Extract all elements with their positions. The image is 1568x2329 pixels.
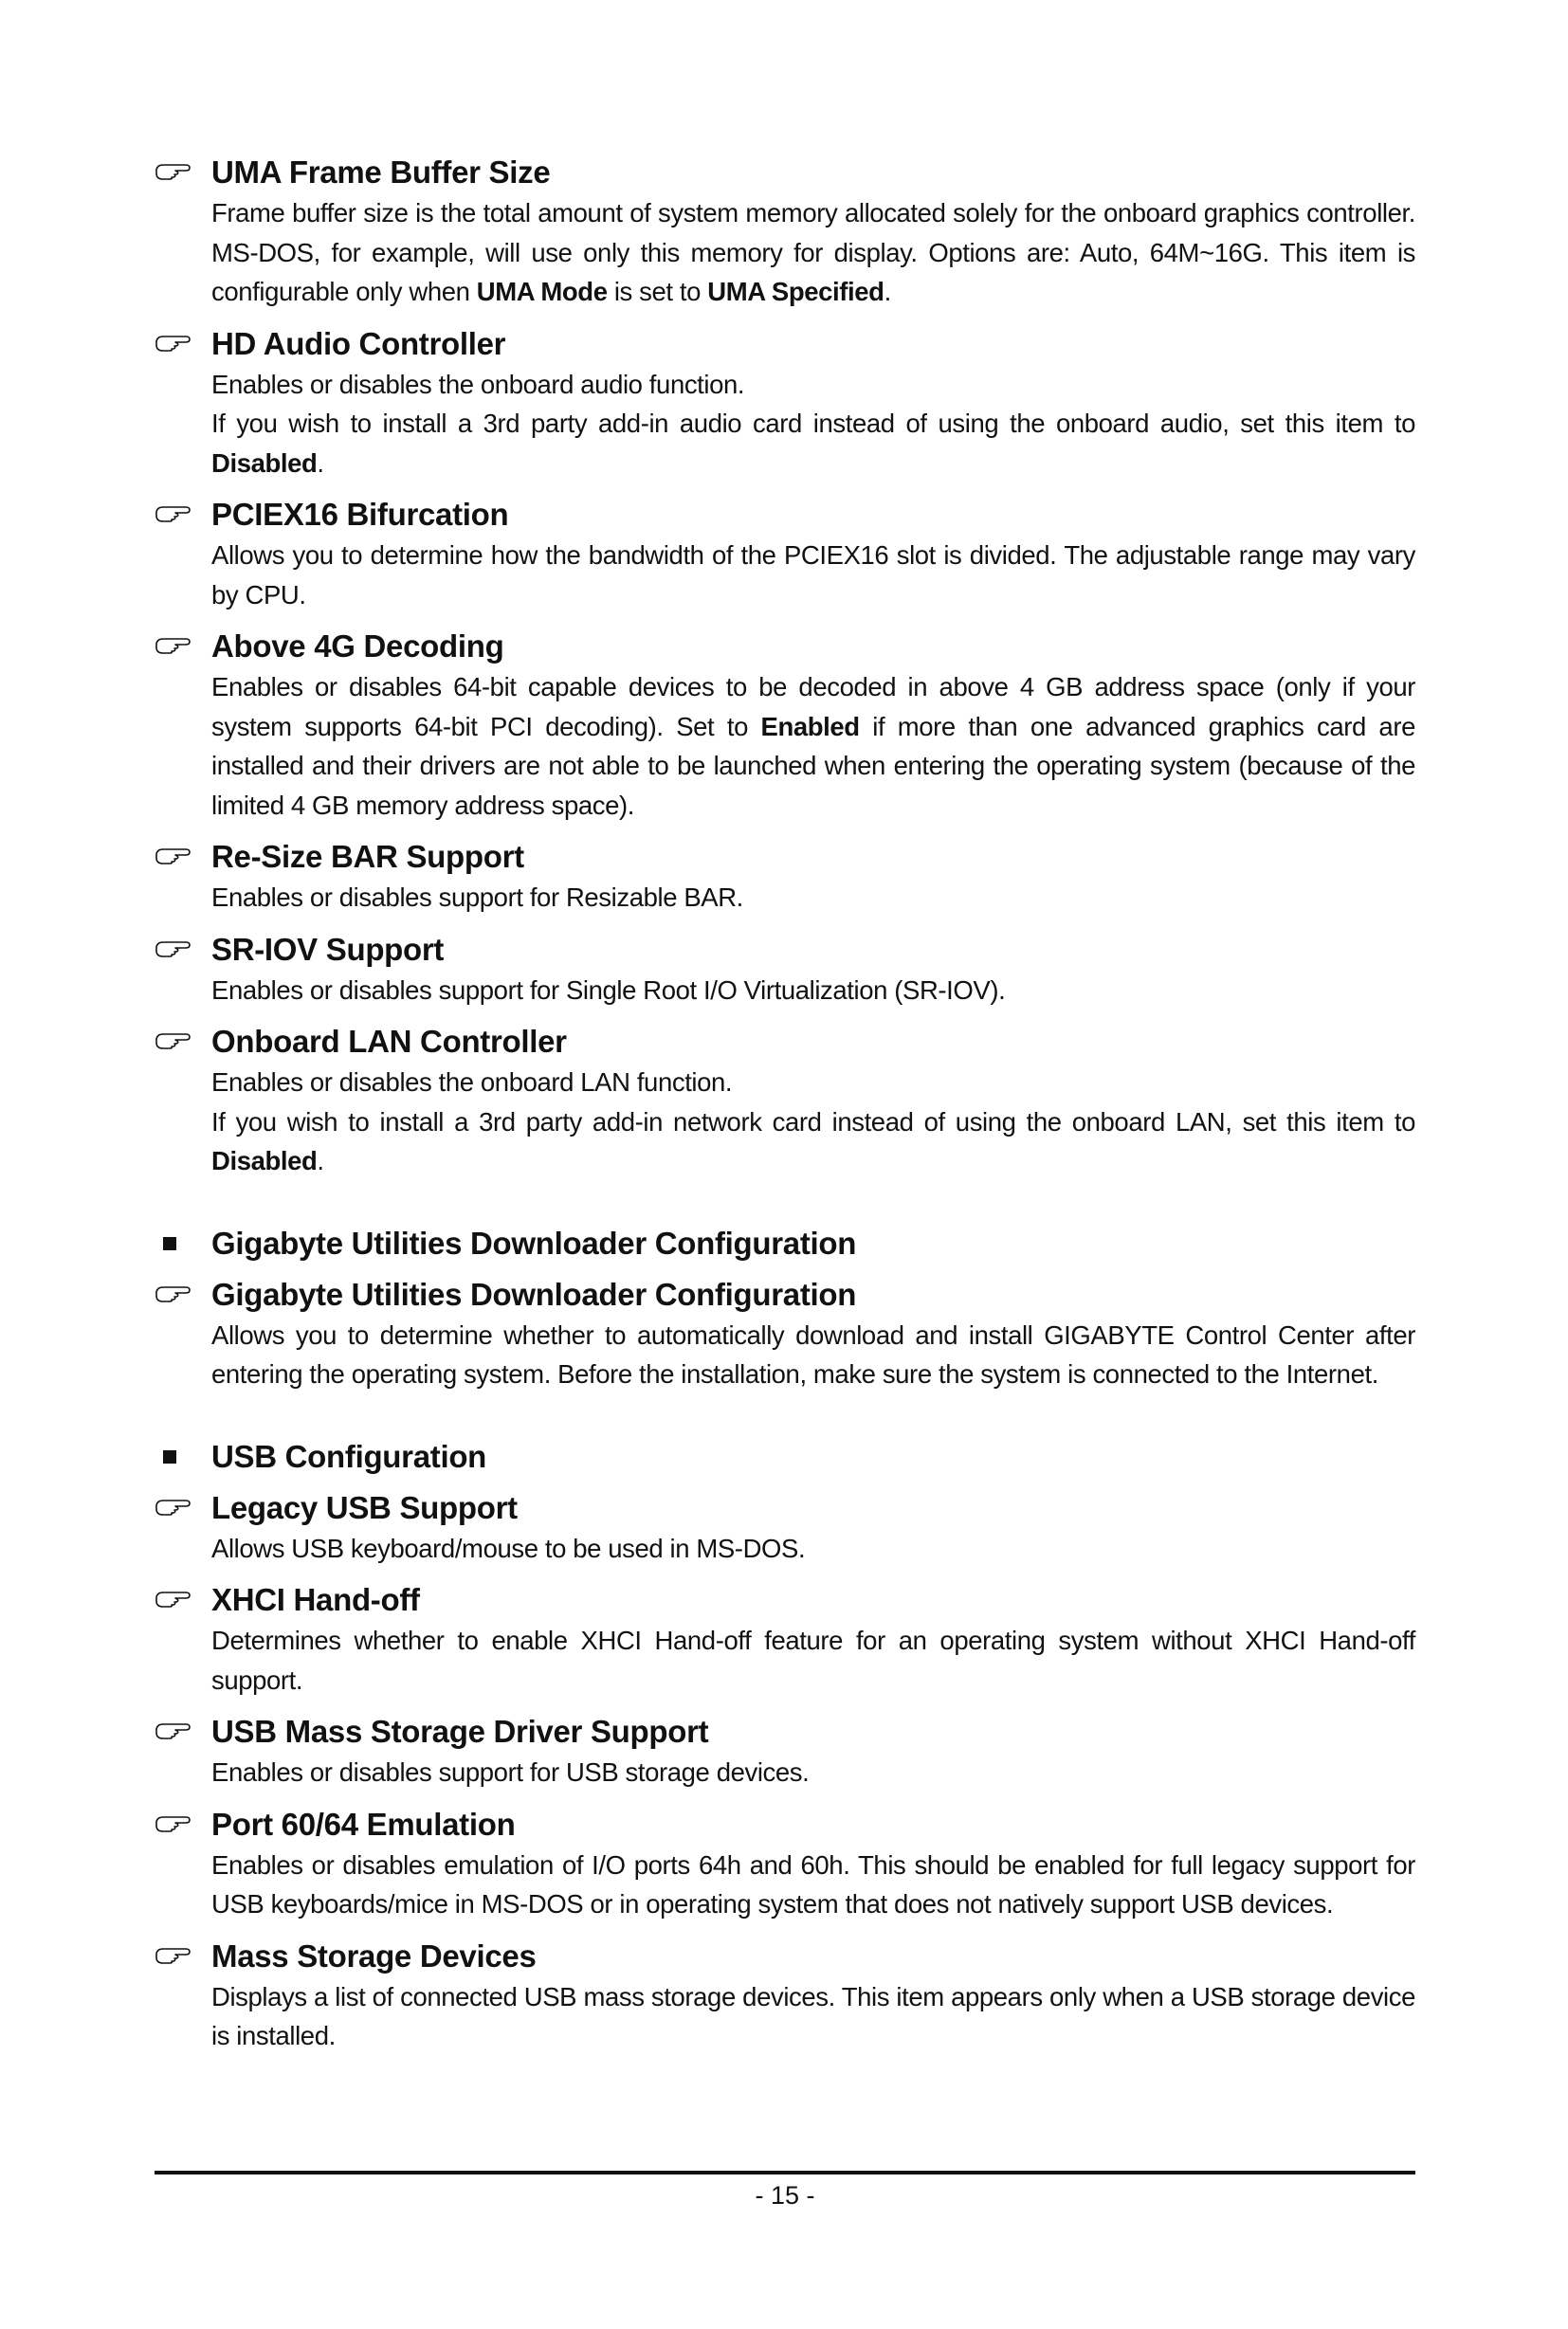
- text-run: Allows you to determine how the bandwidth of the PCIEX16 slot is divided. The adjustable range may vary by CPU.: [211, 540, 1415, 610]
- text-run: Allows USB keyboard/mouse to be used in MS-DOS.: [211, 1533, 806, 1563]
- setting-title: USB Mass Storage Driver Support: [211, 1714, 709, 1749]
- setting-description: [211, 1063, 1415, 1181]
- square-bullet-icon: [163, 1237, 176, 1250]
- setting-item: [155, 1021, 1415, 1181]
- setting-item: [155, 1804, 1415, 1924]
- setting-item: [155, 494, 1415, 614]
- description-paragraph: [211, 971, 1415, 1010]
- setting-item: [155, 1936, 1415, 2056]
- setting-title: Onboard LAN Controller: [211, 1024, 567, 1059]
- setting-item: [155, 1274, 1415, 1394]
- text-run: .: [317, 447, 324, 478]
- setting-title: HD Audio Controller: [211, 325, 506, 361]
- setting-description: [211, 667, 1415, 825]
- page-content: [155, 152, 1415, 2067]
- setting-description: [211, 365, 1415, 483]
- setting-title: Gigabyte Utilities Downloader Configuration: [211, 1276, 857, 1312]
- description-paragraph: [211, 193, 1415, 312]
- setting-item: [155, 323, 1415, 483]
- text-run: Enables or disables the onboard audio function.: [211, 369, 745, 399]
- setting-title: UMA Frame Buffer Size: [211, 155, 551, 190]
- setting-description: [211, 1529, 1415, 1569]
- item-list: [155, 1487, 1415, 2056]
- setting-description: [211, 193, 1415, 312]
- footer-rule: [155, 2171, 1415, 2174]
- setting-description: [211, 878, 1415, 918]
- description-paragraph: [211, 1529, 1415, 1569]
- section-usb-configuration: [155, 1436, 1415, 1478]
- description-paragraph: [211, 1063, 1415, 1102]
- text-run: is set to: [607, 277, 708, 306]
- emphasized-option: Disabled: [211, 1146, 318, 1175]
- pointing-hand-icon: [155, 1028, 192, 1051]
- description-paragraph: [211, 1753, 1415, 1792]
- pointing-hand-icon: [155, 937, 192, 959]
- description-paragraph: [211, 878, 1415, 918]
- pointing-hand-icon: [155, 1587, 192, 1610]
- pointing-hand-icon: [155, 844, 192, 866]
- section-title: Gigabyte Utilities Downloader Configuration: [211, 1225, 857, 1261]
- description-paragraph: [211, 667, 1415, 825]
- setting-description: [211, 971, 1415, 1010]
- description-paragraph: [211, 365, 1415, 405]
- text-run: If you wish to install a 3rd party add-in network card instead of using the onboard LAN, set this item to: [211, 1106, 1415, 1137]
- pointing-hand-icon: [155, 159, 192, 182]
- description-paragraph: [211, 1621, 1415, 1700]
- text-run: Enables or disables emulation of I/O ports 64h and 60h. This should be enabled for full legacy support for USB keyboards/mice in MS-DOS or in operating system that does not natively support USB devices.: [211, 1849, 1415, 1919]
- setting-item: [155, 929, 1415, 1010]
- pointing-hand-icon: [155, 331, 192, 354]
- setting-description: [211, 1846, 1415, 1924]
- description-paragraph: [211, 1846, 1415, 1924]
- setting-title: PCIEX16 Bifurcation: [211, 497, 509, 532]
- section-gigabyte-utilities: [155, 1223, 1415, 1265]
- setting-title: XHCI Hand-off: [211, 1582, 420, 1617]
- setting-item: [155, 1711, 1415, 1792]
- text-run: Enables or disables support for Resizable BAR.: [211, 882, 743, 912]
- text-run: Enables or disables the onboard LAN function.: [211, 1067, 733, 1097]
- item-list: [155, 152, 1415, 1181]
- setting-item: [155, 836, 1415, 918]
- emphasized-option: UMA Specified: [707, 277, 884, 306]
- setting-description: [211, 1621, 1415, 1700]
- item-list: [155, 1274, 1415, 1394]
- setting-description: [211, 1753, 1415, 1792]
- emphasized-option: Disabled: [211, 447, 318, 478]
- description-paragraph: [211, 404, 1415, 482]
- text-run: Displays a list of connected USB mass storage devices. This item appears only when a USB storage device is installed.: [211, 1981, 1415, 2050]
- setting-title: Re-Size BAR Support: [211, 839, 524, 874]
- emphasized-option: UMA Mode: [476, 277, 608, 306]
- pointing-hand-icon: [155, 1719, 192, 1741]
- text-run: If you wish to install a 3rd party add-in audio card instead of using the onboard audio, set this item to: [211, 409, 1415, 438]
- setting-description: [211, 1316, 1415, 1394]
- setting-description: [211, 536, 1415, 614]
- pointing-hand-icon: [155, 1811, 192, 1834]
- pointing-hand-icon: [155, 1943, 192, 1966]
- setting-description: [211, 1977, 1415, 2056]
- square-bullet-icon: [163, 1450, 176, 1464]
- pointing-hand-icon: [155, 501, 192, 524]
- text-run: Determines whether to enable XHCI Hand-off feature for an operating system without XHCI Hand-off support.: [211, 1626, 1415, 1695]
- text-run: .: [317, 1146, 324, 1175]
- text-run: Enables or disables 64-bit capable devices to be decoded in above 4 GB address space (only if your system supports 64-bit PCI decoding). Set to: [211, 672, 1415, 741]
- setting-title: Legacy USB Support: [211, 1489, 518, 1525]
- setting-title: SR-IOV Support: [211, 931, 445, 967]
- section-title: USB Configuration: [211, 1438, 487, 1474]
- pointing-hand-icon: [155, 633, 192, 656]
- setting-title: Port 60/64 Emulation: [211, 1806, 516, 1842]
- setting-item: [155, 1579, 1415, 1700]
- setting-item: [155, 626, 1415, 825]
- pointing-hand-icon: [155, 1282, 192, 1304]
- setting-title: Mass Storage Devices: [211, 1938, 537, 1974]
- page-number: - 15 -: [755, 2181, 815, 2210]
- setting-title: Above 4G Decoding: [211, 628, 504, 664]
- pointing-hand-icon: [155, 1495, 192, 1518]
- description-paragraph: [211, 1316, 1415, 1394]
- setting-item: [155, 152, 1415, 312]
- text-run: Enables or disables support for Single Root I/O Virtualization (SR-IOV).: [211, 974, 1006, 1005]
- description-paragraph: [211, 1102, 1415, 1181]
- description-paragraph: [211, 536, 1415, 614]
- text-run: Frame buffer size is the total amount of system memory allocated solely for the onboard graphics controller. MS-DOS, for example, will use only this memory for display. Options are: Auto, 64M~16G. This item is configurable only when: [211, 198, 1415, 306]
- emphasized-option: Enabled: [760, 711, 860, 741]
- text-run: Enables or disables support for USB storage devices.: [211, 1757, 810, 1787]
- setting-item: [155, 1487, 1415, 1569]
- text-run: Allows you to determine whether to automatically download and install GIGABYTE Control Center after entering the operating system. Before the installation, make sure the system is connected to the Internet.: [211, 1319, 1415, 1389]
- description-paragraph: [211, 1977, 1415, 2056]
- text-run: .: [884, 277, 891, 306]
- text-run: if more than one advanced graphics card are installed and their drivers are not able to be launched when entering the operating system (because of the limited 4 GB memory address space).: [211, 711, 1415, 820]
